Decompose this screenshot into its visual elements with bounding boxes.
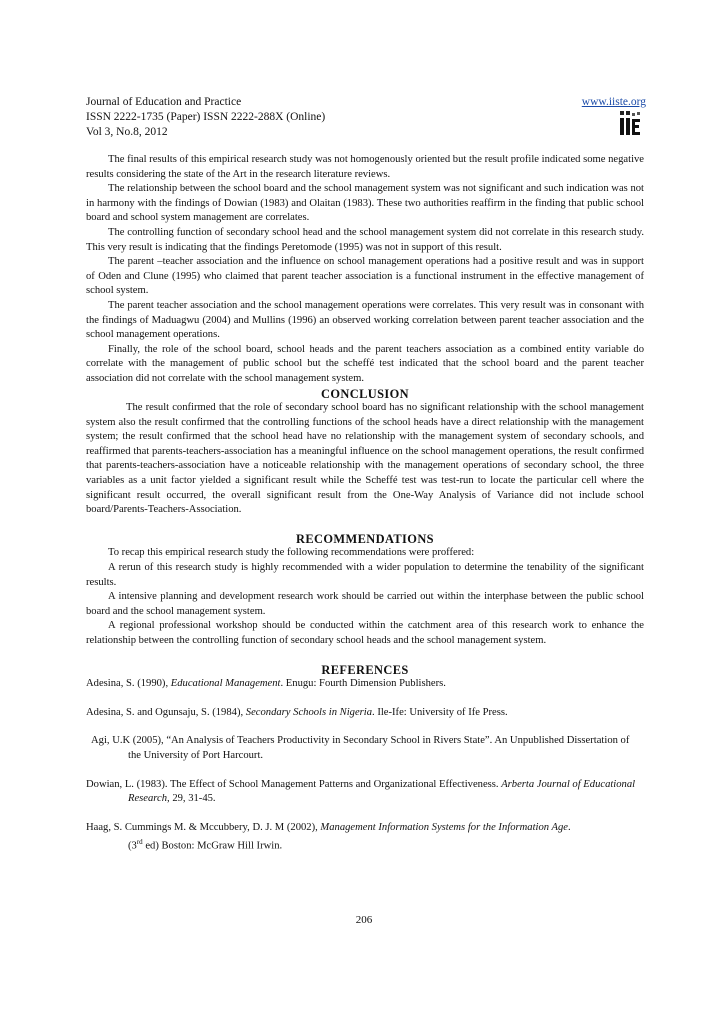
discussion-paragraph-4: The parent –teacher association and the influence on school management operations had a positive result and was in support of Oden and Clune (1995) who claimed that parent teacher association is a functional instrument in the effective management of school system. [86, 256, 644, 297]
reference-item: Agi, U.K (2005), “An Analysis of Teachers Productivity in Secondary School in Rivers State”. An Unpublished Dissertation of the University of Port Harcourt. [91, 735, 630, 761]
recommendation-item: A rerun of this research study is highly recommended with a wider population to determine the tenability of the significant results. [86, 562, 644, 588]
discussion-paragraph-3: The controlling function of secondary school head and the school management system did not correlate in this research study. This very result is indicating that the findings Peretomode (1995) was not in support of this result. [86, 226, 644, 253]
conclusion-paragraph: The result confirmed that the role of secondary school board has no significant relationship with the school management system also the result confirmed that the controlling functions of the school heads have a direct relationship with the management system; the result confirmed that the school head have no relationship with the management system of secondary schools, and reaffirmed that parents-teachers-association has a meaningful influence on the school management operations, the result confirmed that parents-teachers-association have a noticeable relationship with the management operations of secondary school, the three variables as a unit factor yielded a significant result while the Scheffé test was test-run to locate the particular cell where the significant result occurred, the overall significant result from the One-Way Analysis of Variance did not include school board/Parents-Teachers-Association. [86, 402, 644, 516]
reference-item: Adesina, S. and Ogunsaju, S. (1984), Secondary Schools in Nigeria. Ile-Ife: University of Ife Press. [86, 706, 508, 718]
reference-item: Haag, S. Cummings M. & Mccubbery, D. J. M (2002), Management Information Systems for the Information Age. (3rd ed) Boston: McGraw Hill Irwin. [86, 821, 571, 852]
discussion-paragraph-6: Finally, the role of the school board, school heads and the parent teachers association as a combined entity variable do correlate with the management of public school but the scheffé test indicated that the school board and the parent teacher association did not correlate with the school management system. [86, 343, 644, 384]
recommendation-item: A regional professional workshop should be conducted within the catchment area of this research work to enhance the relationship between the controlling function of secondary school heads and the school management system. [86, 620, 644, 646]
volume-line: Vol 3, No.8, 2012 [86, 126, 168, 138]
article-body [86, 153, 644, 854]
discussion-paragraph-1: The final results of this empirical research study was not homogenously oriented but the result profile indicated some negative results considering the state of the Art in the research literature reviews. [86, 154, 645, 180]
reference-item: Dowian, L. (1983). The Effect of School Management Patterns and Organizational Effectiveness. Arberta Journal of Educational Research, 29, 31-45. [86, 778, 636, 805]
journal-header [86, 95, 646, 140]
page-number: 206 [355, 914, 373, 926]
iiste-logo-icon [619, 110, 645, 136]
reference-item: Adesina, S. (1990), Educational Management. Enugu: Fourth Dimension Publishers. [86, 678, 446, 690]
issn-line: ISSN 2222-1735 (Paper) ISSN 2222-288X (Online) [86, 111, 326, 123]
journal-url-link[interactable]: www.iiste.org [581, 96, 646, 108]
journal-title: Journal of Education and Practice [86, 96, 242, 108]
references-heading: REFERENCES [321, 662, 409, 677]
recommendation-intro: To recap this empirical research study the following recommendations were proffered: [108, 547, 475, 559]
discussion-paragraph-5: The parent teacher association and the school management operations were correlates. This very result was in consonant with the findings of Maduagwu (2004) and Mullins (1996) an observed working correlation between parent teacher association and the school management operations. [86, 299, 644, 341]
discussion-paragraph-2: The relationship between the school board and the school management system was not significant and such indication was not in harmony with the findings of Dowian (1983) and Olaitan (1983). These two authorities reaffirm in the finding that public school board and school system management are correlates. [86, 183, 644, 224]
conclusion-heading: CONCLUSION [321, 386, 409, 401]
recommendations-heading: RECOMMENDATIONS [296, 531, 434, 546]
recommendation-item: A intensive planning and development research work should be carried out within the interphase between the public school board and the school management system. [86, 591, 644, 617]
